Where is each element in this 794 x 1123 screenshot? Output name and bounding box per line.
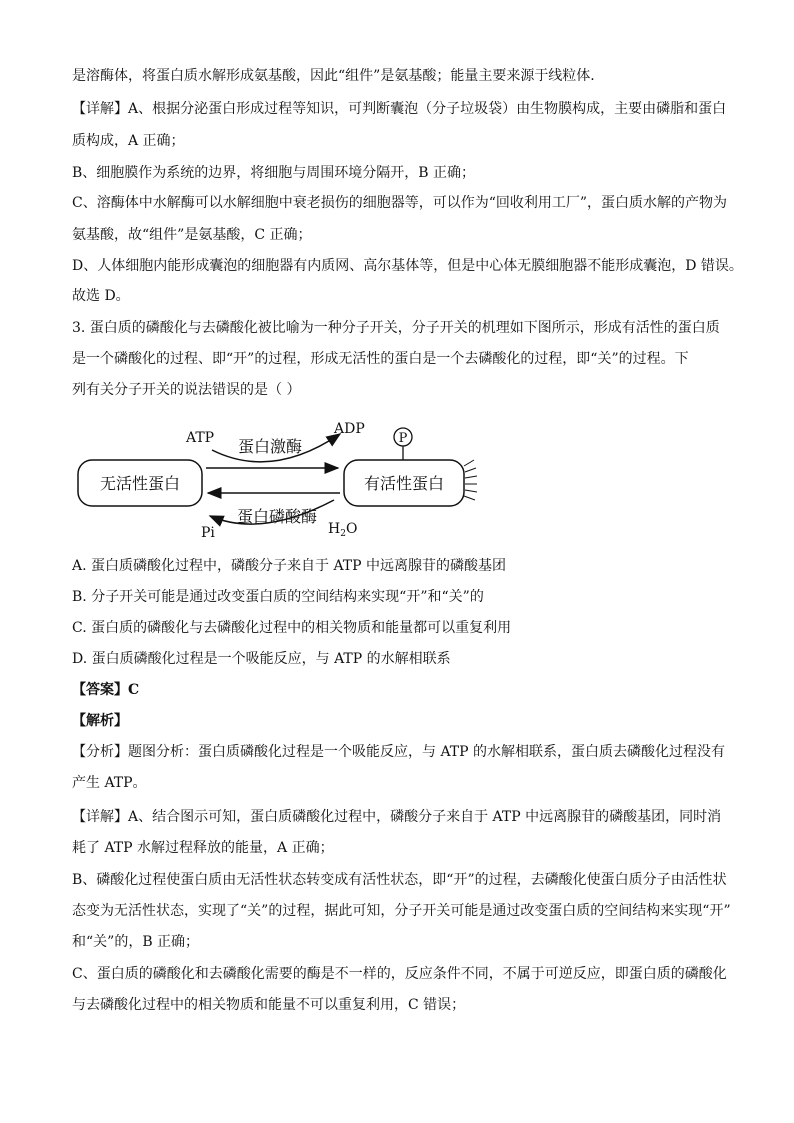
analysis-line: 和“关”的，B 正确； [72, 934, 200, 950]
analysis-line: 【详解】A、结合图示可知，蛋白质磷酸化过程中，磷酸分子来自于 ATP 中远离腺苷的磷酸基团，同时消 [72, 809, 722, 825]
adp-label: ADP [334, 421, 365, 437]
analysis-line: 产生 ATP。 [72, 775, 147, 791]
option-c: C. 蛋白质的磷酸化与去磷酸化过程中的相关物质和能量都可以重复利用 [72, 620, 512, 636]
h2o-subscript: 2 [340, 529, 346, 539]
analysis-line: B、磷酸化过程使蛋白质由无活性状态转变成有活性状态，即“开”的过程，去磷酸化使蛋白质分子由活性状 [72, 872, 727, 888]
phosphatase-label: 蛋白磷酸酶 [237, 507, 318, 526]
question-text: 是一个磷酸化的过程、即“开”的过程，形成无活性的蛋白是一个去磷酸化的过程，即“关”的过程。下 [72, 351, 689, 367]
question-text: 列有关分子开关的说法错误的是（ ） [72, 382, 301, 398]
text-line: C、溶酶体中水解酶可以水解细胞中衰老损伤的细胞器等，可以作为“回收利用工厂”，蛋白质水解的产物为 [72, 195, 728, 211]
pi-label: Pi [201, 525, 215, 541]
question-text: 3. 蛋白质的磷酸化与去磷酸化被比喻为一种分子开关，分子开关的机理如下图所示，形成有活性的蛋白质 [72, 320, 720, 336]
kinase-label: 蛋白激酶 [238, 437, 303, 456]
text-line: 故选 D。 [72, 288, 130, 304]
text-line: 质构成，A 正确； [72, 133, 185, 149]
active-protein-label: 有活性蛋白 [363, 474, 445, 493]
analysis-heading: 【解析】 [72, 713, 128, 729]
phosphate-label: P [398, 431, 408, 446]
h2o-o: O [345, 521, 358, 537]
text-line: D、人体细胞内能形成囊泡的细胞器有内质网、高尔基体等，但是中心体无膜细胞器不能形成囊泡，D 错误。 [72, 258, 743, 274]
option-a: A. 蛋白质磷酸化过程中，磷酸分子来自于 ATP 中远离腺苷的磷酸基团 [72, 558, 507, 574]
text-line: 【详解】A、根据分泌蛋白形成过程等知识，可判断囊泡（分子垃圾袋）由生物膜构成，主要由磷脂和蛋白 [72, 101, 727, 117]
analysis-line: C、蛋白质的磷酸化和去磷酸化需要的酶是不一样的，反应条件不同，不属于可逆反应，即蛋白质的磷酸化 [72, 966, 727, 982]
option-b: B. 分子开关可能是通过改变蛋白质的空间结构来实现“开”和“关”的 [72, 589, 484, 605]
analysis-line: 与去磷酸化过程中的相关物质和能量不可以重复利用，C 错误； [72, 997, 466, 1013]
h2o-h: H [328, 521, 341, 537]
text-line: 是溶酶体，将蛋白质水解形成氨基酸，因此“组件”是氨基酸；能量主要来源于线粒体. [72, 68, 595, 84]
option-d: D. 蛋白质磷酸化过程是一个吸能反应，与 ATP 的水解相联系 [72, 651, 451, 667]
molecular-switch-diagram [72, 418, 492, 548]
text-line: 氨基酸，故“组件”是氨基酸，C 正确； [72, 227, 312, 243]
analysis-line: 【分析】题图分析：蛋白质磷酸化过程是一个吸能反应，与 ATP 的水解相联系，蛋白质去磷酸化过程没有 [72, 744, 726, 760]
h2o-label [328, 521, 357, 539]
analysis-line: 耗了 ATP 水解过程释放的能量，A 正确； [72, 840, 334, 856]
active-site-marks [464, 460, 477, 500]
answer-label: 【答案】C [72, 682, 140, 698]
text-line: B、细胞膜作为系统的边界，将细胞与周围环境分隔开，B 正确； [72, 165, 476, 181]
atp-label: ATP [186, 430, 215, 446]
analysis-line: 态变为无活性状态，实现了“关”的过程，据此可知，分子开关可能是通过改变蛋白质的空间结构来实现“开” [72, 903, 731, 919]
inactive-protein-label: 无活性蛋白 [99, 474, 181, 493]
